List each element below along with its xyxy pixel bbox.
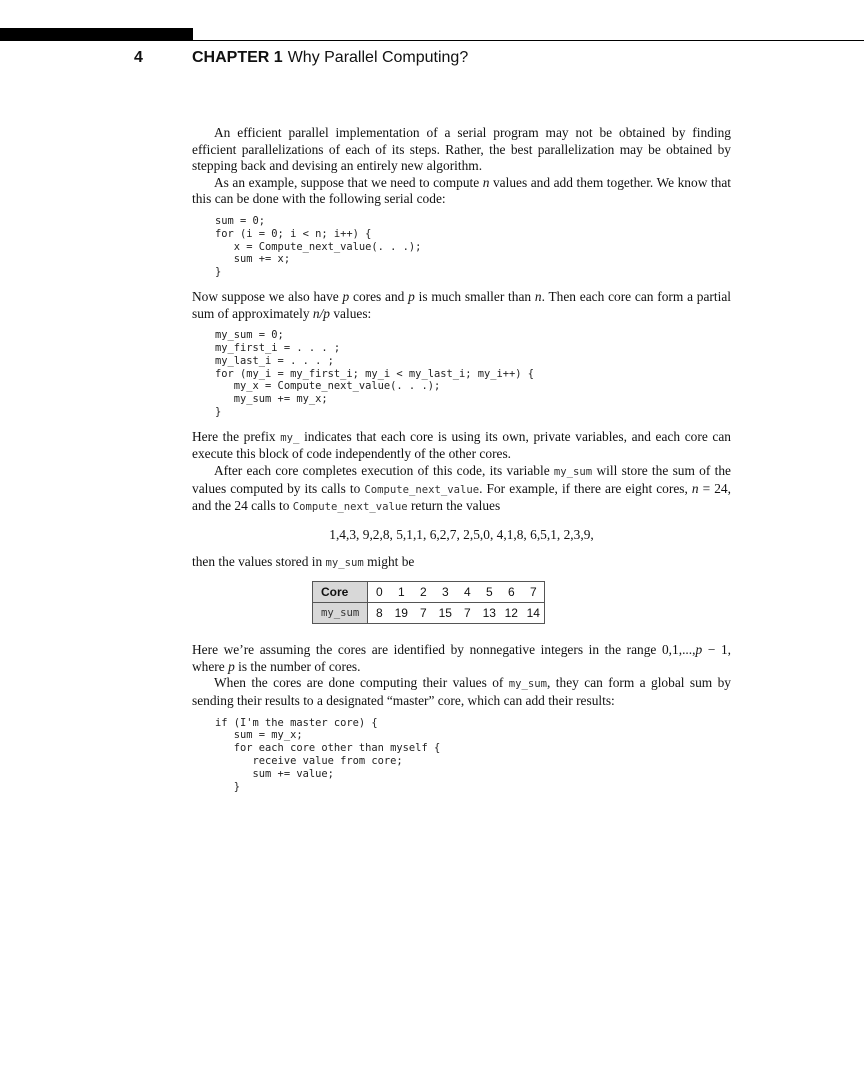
sum-cell: 14 [522,603,545,624]
header-bar [0,28,193,41]
sum-cell: 19 [390,603,412,624]
chapter-label: CHAPTER 1 [192,49,283,66]
code-master-core: if (I'm the master core) { sum = my_x; for each core other than myself { receive value from core; sum += value; } [215,716,441,793]
row-label-my-sum: my_sum [313,603,368,624]
sum-cell: 7 [456,603,478,624]
running-head [192,49,468,67]
paragraph-8: When the cores are done computing their values of my_sum, they can form a global sum by sending their results to a designated “master” core, which can add their results: [192,675,731,709]
core-sum-table [312,581,545,624]
chapter-title: Why Parallel Computing? [287,49,469,66]
paragraph-5: After each core completes execution of this code, its variable my_sum will store the sum of the values computed by its calls to Compute_next_value. For example, if there are eight cores, n = 24, and the 24 calls to Compute_next_value return the values [192,462,731,514]
values-list: 1,4,3, 9,2,8, 5,1,1, 6,2,7, 2,5,0, 4,1,8, 6,5,1, 2,3,9, [329,526,594,542]
paragraph-4: Here the prefix my_ indicates that each core is using its own, private variables, and each core can execute this block of code independently of the other cores. [192,428,731,462]
core-cell: 5 [478,582,500,603]
paragraph-7: Here we’re assuming the cores are identified by nonnegative integers in the range 0,1,...,p − 1, where p is the number of cores. [192,642,731,674]
sum-cell: 8 [368,603,391,624]
core-cell: 3 [434,582,456,603]
core-cell: 4 [456,582,478,603]
row-label-core: Core [313,582,368,603]
code-partial-sum: my_sum = 0; my_first_i = . . . ; my_last_i = . . . ; for (my_i = my_first_i; my_i < my_last_i; my_i++) { my_x = Compute_next_value(. . .); my_sum += my_x; } [215,329,535,418]
table-row-sums [313,603,545,624]
code-serial-sum: sum = 0; for (i = 0; i < n; i++) { x = Compute_next_value(. . .); sum += x; } [215,214,422,279]
header-rule [193,40,864,41]
core-cell: 1 [390,582,412,603]
paragraph-1: An efficient parallel implementation of a serial program may not be obtained by finding efficient parallelizations of each of its steps. Rather, the best parallelization may be obtained by stepping back and devising an entirely new algorithm. [192,125,731,174]
paragraph-6: then the values stored in my_sum might be [192,553,415,569]
sum-cell: 13 [478,603,500,624]
sum-cell: 7 [412,603,434,624]
core-cell: 0 [368,582,391,603]
paragraph-3: Now suppose we also have p cores and p is much smaller than n. Then each core can form a partial sum of approximately n/p values: [192,288,731,321]
core-cell: 6 [500,582,522,603]
sum-cell: 15 [434,603,456,624]
sum-cell: 12 [500,603,522,624]
table-row-cores [313,582,545,603]
paragraph-2: As an example, suppose that we need to compute n values and add them together. We know that this can be done with the following serial code: [192,174,731,207]
page-body [192,125,731,803]
page-number: 4 [134,49,143,66]
core-cell: 7 [522,582,545,603]
core-cell: 2 [412,582,434,603]
